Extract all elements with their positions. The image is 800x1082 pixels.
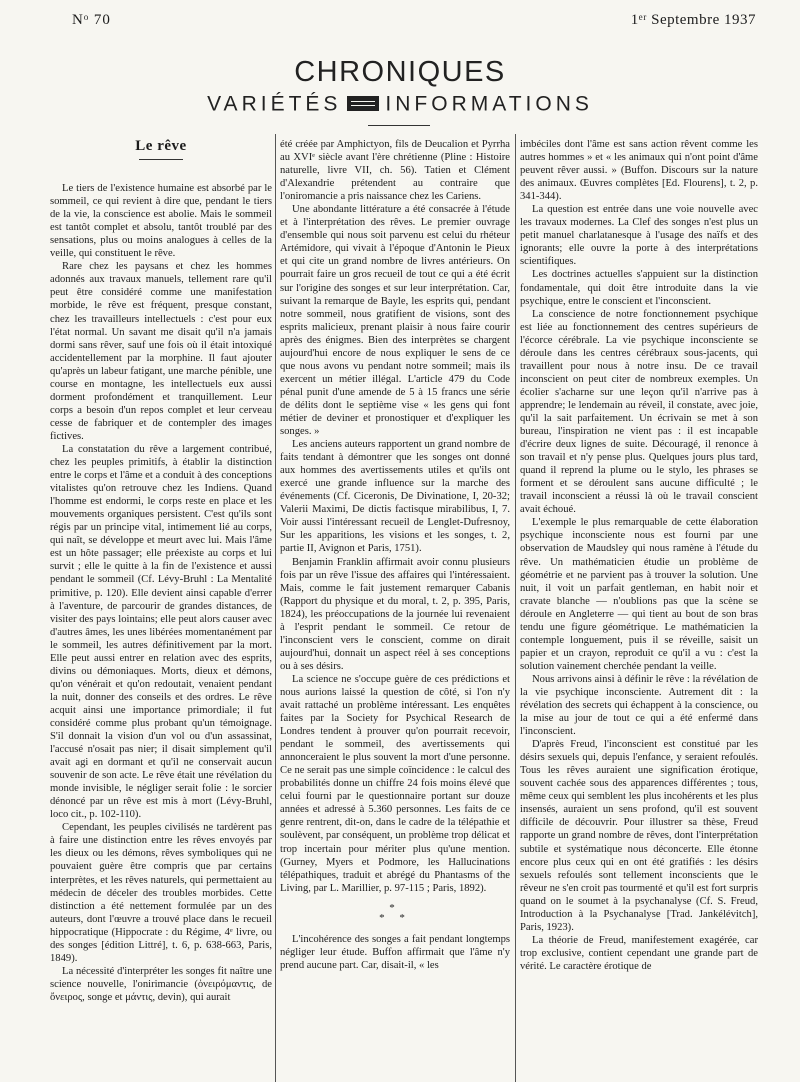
paragraph: Les doctrines actuelles s'appuient sur la distinction fondamentale, qui doit être introduite dans la vie psychique, entre le conscient et l'inconscient. <box>520 269 758 307</box>
paragraph: Benjamin Franklin affirmait avoir connu plusieurs fois par un rêve l'issue des affaires qui l'intéressaient. Mais, comme le fait justement remarquer Cabanis (Rapport du physique et du moral, t. 2, p. 395, Paris, 1824), les préoccupations de la journée lui revenaient à l'esprit pendant le sommeil. Ce retour de l'inconscient vers le conscient, comme on dirait aujourd'hui, donnait un aspect réel à ses conceptions ou à ses désirs. <box>280 556 510 672</box>
paragraph: Les anciens auteurs rapportent un grand nombre de faits tendant à démontrer que les songes ont donné aux hommes des avertissements utiles et qu'ils ont exercé une grande influence sur la marche des événements (Cf. Ciceronis, De Divinatione, I, 20-32; Valerii Maximi, De dictis factisque mirabilibus, I, 7. Voir aussi l'intéressant recueil de Lenglet-Dufresnoy, Sur les apparitions, les visions et les songes, t. 2, partie II, Avignon et Paris, 1751). <box>280 439 510 555</box>
article-title-rule <box>139 159 183 160</box>
issue-number: Nᵒ 70 <box>72 12 111 28</box>
paragraph: La constatation du rêve a largement contribué, chez les peuples primitifs, à établir la distinction entre le corps et l'âme et a conduit à des conceptions vitalistes qu'on retrouve chez les Indiens. Quand l'homme est endormi, le corps reste en place et les mouvements organiques persistent. C'est qu'ils sont régis par un principe vital, intimement lié au corps, qui naît, se développe et meurt avec lui. Mais l'âme est un hôte passager; elle préexiste au corps et lui survit ; elle le quitte à la fin de l'existence et aussi pendant le sommeil (Cf. Lévy-Bruhl : La Mentalité primitive, p. 120). Elle devient ainsi capable d'errer à l'aventure, de parcourir de grandes distances, de visiter des pays lointains; elle peut alors causer avec d'autres âmes, les unes libérées momentanément par le sommeil, les autres définitivement par la mort. Elle peut aussi entrer en relation avec des esprits, divins ou démoniaques. Morts, dieux et démons, qu'on vénérait et qu'on redoutait, venaient pendant la nuit, donner des conseils et des ordres. Le rêve acquit ainsi une importance primordiale; il fut considéré comme plus probant qu'un témoignage. S'il donnait la vision d'un vol ou d'un assassinat, l'accusé n'osait pas nier; il disait simplement qu'il avait agi en dormant et qu'il ne conservait aucun souvenir de son acte. Le rêve était une révélation du monde invisible, le négliger serait folie : le sorcier dénoncé par un rêve est mis à mort (Lévy-Bruhl, loco cit., p. 102-110). <box>50 443 272 821</box>
subtitle-left: VARIÉTÉS <box>207 92 342 116</box>
paragraph: Nous arrivons ainsi à définir le rêve : la révélation de la vie psychique inconsciente. Autrement dit : la révélation des secrets qui échappent à la conscience, ou la mise au jour de tout ce qui a été enfermé dans l'inconscient. <box>520 673 758 738</box>
paragraph: D'après Freud, l'inconscient est constitué par les désirs sexuels qui, depuis l'enfance, y seraient refoulés. Tous les rêves auraient une signification érotique, souvent cachée sous des apparences différentes ; tous, même ceux qui semblent les plus incohérents et les plus insensés, auraient un sens profond, qu'il est souvent difficile de découvrir. Pour illustrer sa thèse, Freud rapporte un grand nombre de rêves, dont l'interprétation subtile et systématique nous déconcerte. Elle étonne encore plus ceux qui en ont été gratifiés : les désirs sexuels refoulés sont tellement inconscients que le rêveur ne s'en croit pas tourmenté et qu'il est fort surpris quand on le soumet à la psychanalyse (Cf. S. Freud, Introduction à la Psychanalyse [Trad. Jankélévitch], Paris, 1923). <box>520 739 758 933</box>
column-3 <box>520 138 758 973</box>
paragraph: imbéciles dont l'âme est sans action rêvent comme les autres hommes » et « les animaux qui n'ont point d'âme peuvent rêver aussi. » (Buffon. Discours sur la nature des animaux. Œuvres complètes [Ed. Flourens], t. 2, p. 341-344). <box>520 139 758 203</box>
column-rule <box>515 134 516 1082</box>
paragraph: été créée par Amphictyon, fils de Deucalion et Pyrrha au XVIᵉ siècle avant l'ère chrétienne (Pline : Histoire naturelle, livre VII, ch. 56). Tatien et Clément d'Alexandrie prétendent au contraire que l'oniromancie a pris naissance chez les Cariens. <box>280 139 510 203</box>
paragraph: La science ne s'occupe guère de ces prédictions et nous aurions laissé la question de côté, si l'on n'y avait rattaché un problème intéressant. Les enquêtes faites par la Society for Psychical Research de Londres tendent à prouver qu'on pourrait recevoir, pendant le sommeil, des avertissements qui annonceraient le plus souvent la mort d'une personne. Ce ne serait pas une simple coïncidence : le calcul des probabilités donne un chiffre 24 fois moins élevé que celui fourni par le questionnaire portant sur douze années et adressé à 5.360 personnes. Les faits de ce genre rentrent, dit-on, dans le cadre de la télépathie et soulèvent, par conséquent, un problème trop délicat et trop incertain pour mériter plus qu'une mention. (Gurney, Myers et Podmore, les Hallucinations télépathiques, traduit et abrégé du Phantasms of the Living, par L. Marillier, p. 97-115 ; Paris, 1892). <box>280 673 510 894</box>
masthead-subtitle <box>0 92 800 116</box>
paragraph: La théorie de Freud, manifestement exagérée, car trop exclusive, contient cependant une grande part de vérité. Le caractère érotique de <box>520 934 758 972</box>
section-separator: * * * <box>379 901 411 924</box>
issue-date: 1ᵉʳ Septembre 1937 <box>630 12 756 28</box>
subtitle-right: INFORMATIONS <box>385 92 593 116</box>
paragraph: Une abondante littérature a été consacrée à l'étude et à l'interprétation des rêves. Le premier ouvrage d'ensemble qui nous soit parvenu est celui du rhéteur Artémidore, qui vivait à l'époque d'Antonin le Pieux et qui cite un grand nombre de livres antérieurs. On pourrait faire un gros recueil de tout ce qui a été écrit sur l'origine des songes et sur leur interprétation. Car, suivant la remarque de Bayle, les esprits qui, pendant notre sommeil, nous gratifient de visions, sont des esprits malicieux, prenant plaisir à nous faire courir après des énigmes. Bien des interprètes se chargent aujourd'hui encore de nous expliquer le sens de ce que nous avons vu pendant notre sommeil; mais ils exercent un métier illégal. L'article 479 du Code pénal punit d'une amende de 5 à 15 francs une série de délits dont le septième vise « les gens qui font métier de deviner et pronostiquer et d'expliquer les songes. » <box>280 204 510 438</box>
masthead-title: CHRONIQUES <box>294 56 506 88</box>
paragraph: L'exemple le plus remarquable de cette élaboration psychique inconsciente nous est fourni par une observation de Maudsley qui nous ramène à l'étude du rêve. Un mathématicien étudie un problème de géométrie et ne parvient pas à trouver la solution. Une nuit, il voit un parfait gentleman, en habit noir et cravate blanche — n'oublions pas que la scène se déroule en Angleterre — qui tient au bout de son bras tendu une figure géométrique. Le mathématicien la contemple longuement, puis il se réveille, saisit un papier et un crayon, reproduit ce qu'il a vu : c'est la solution vainement cherchée pendant la veille. <box>520 517 758 672</box>
paragraph: La nécessité d'interpréter les songes fit naître une science nouvelle, l'onirimancie (ὀνειρόμαντις, de ὄνειρος, songe et μάντις, devin), qui aurait <box>50 965 272 1003</box>
title-divider <box>368 125 430 126</box>
column-2 <box>280 138 510 972</box>
paragraph: La question est entrée dans une voie nouvelle avec les travaux modernes. La Clef des songes n'est plus un petit manuel charlatanesque à l'usage des naïfs et des ignorants; elle ouvre la porte à des interprétations scientifiques. <box>520 204 758 268</box>
ornament-icon <box>347 96 379 111</box>
paragraph: Cependant, les peuples civilisés ne tardèrent pas à faire une distinction entre les rêves envoyés par les dieux ou les démons, rêves symboliques qui ne pouvaient guère être compris que par certains interprètes, et les rêves naturels, qui permettaient au médecin de déceler des troubles morbides. Cette distinction a été nettement formulée par un des auteurs, dont l'œuvre a trouvé place dans le recueil hippocratique (Hippocrate : du Régime, 4ᵉ livre, ou des songes [édition Littré], t. 6, p. 638-663, Paris, 1849). <box>50 822 272 964</box>
column-1 <box>50 140 272 1004</box>
paragraph: Le tiers de l'existence humaine est absorbé par le sommeil, ce qui revient à dire que, pendant le tiers de la vie, la conscience est abolie. Mais le sommeil est tantôt complet et absolu, tantôt troublé par des sensations, plus ou moins analogues à celles de la veille, qui constituent le rêve. <box>50 183 272 260</box>
paragraph: La conscience de notre fonctionnement psychique est liée au fonctionnement des centres supérieurs de l'écorce cérébrale. La vie psychique inconsciente se déroule dans les centres cérébraux sous-jacents, qui travaillent pour nous à notre insu. De ce travail inconscient on peut citer de nombreux exemples. Un écolier s'acharne sur une leçon qu'il n'arrive pas à apprendre; le lendemain au réveil, il constate, avec joie, qu'il la sait parfaitement. Un écrivain se met à son bureau, l'inspiration ne vient pas : il est incapable d'écrire deux lignes de suite. Découragé, il renonce à son travail et n'y pense plus. Quelques jours plus tard, quand il reprend la plume ou le stylo, les phrases se forment et se déroulent sans aucune difficulté ; le travail inconscient a réussi là où le travail conscient avait échoué. <box>520 308 758 516</box>
paragraph: Rare chez les paysans et chez les hommes adonnés aux travaux manuels, tellement rare qu'il peut être considéré comme une manifestation morbide, le rêve est fréquent, presque constant, chez les travailleurs intellectuels : c'est pour eux l'état normal. Un savant me disait qu'il n'a jamais dormi sans rêver, sauf une fois où il était intoxiqué accidentellement par la morphine. Il faut ajouter qu'après un labeur fatigant, une marche pénible, une course en montagne, les intellectuels eux aussi dorment profondément et tranquillement. Leur corps a besoin d'un repos complet et leur cerveau cesse de fabriquer et de contempler des images fictives. <box>50 261 272 442</box>
paragraph: L'incohérence des songes a fait pendant longtemps négliger leur étude. Buffon affirmait que l'âme n'y prend aucune part. Car, disait-il, « les <box>280 933 510 971</box>
column-rule <box>275 134 276 1082</box>
article-title: Le rêve <box>135 138 187 154</box>
